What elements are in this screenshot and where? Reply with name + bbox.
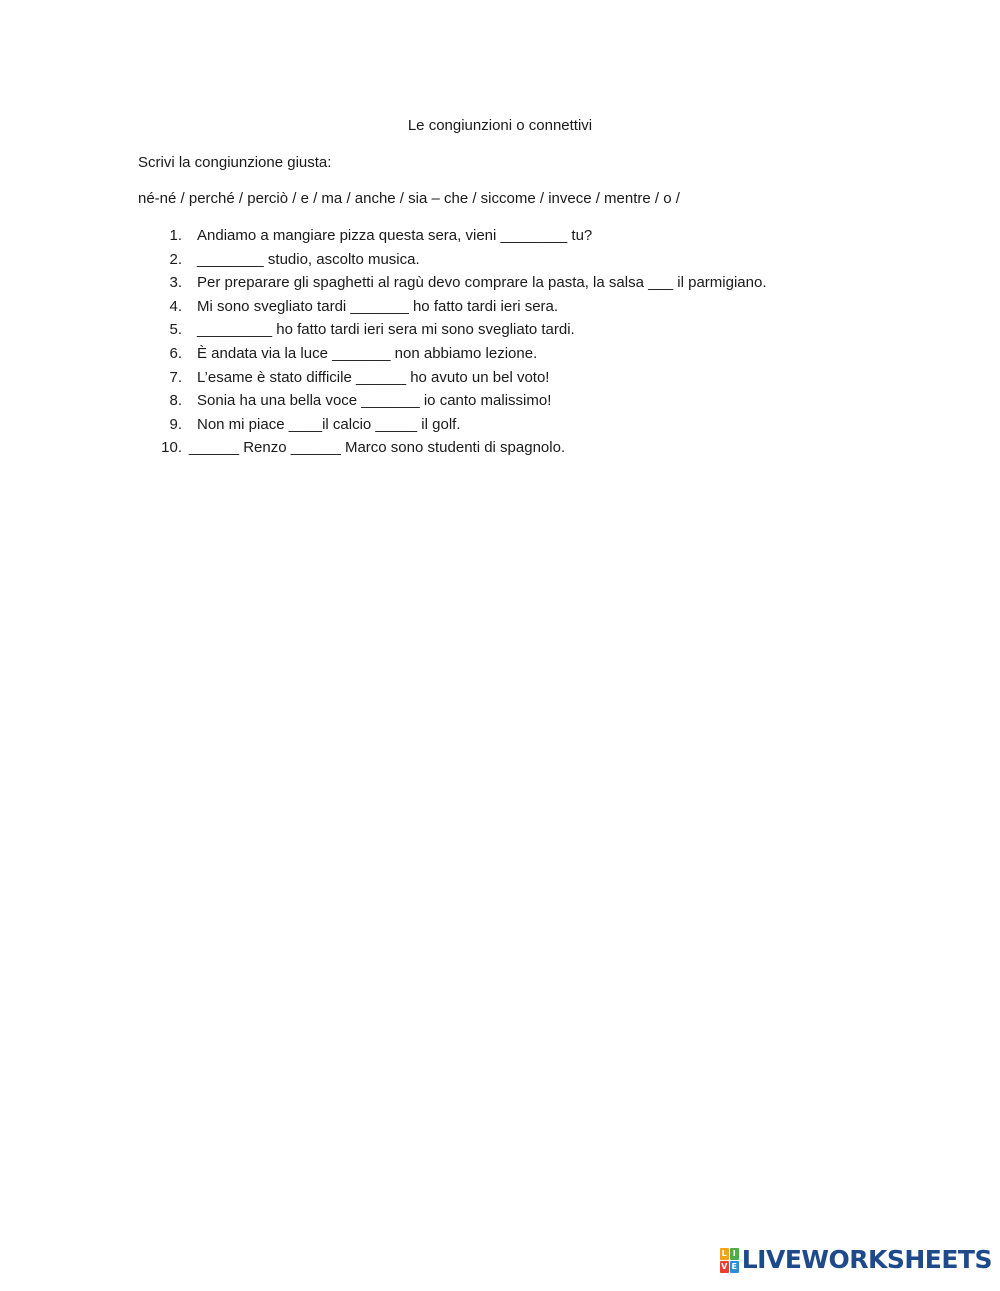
item-text: L’esame è stato difficile ______ ho avuto un bel voto! bbox=[197, 368, 550, 386]
exercise-item-2 bbox=[160, 250, 767, 274]
exercise-item-10 bbox=[160, 438, 767, 462]
item-text: Per preparare gli spaghetti al ragù devo comprare la pasta, la salsa ___ il parmigiano. bbox=[197, 274, 767, 292]
exercise-item-9 bbox=[160, 415, 767, 439]
liveworksheets-logo bbox=[720, 1247, 992, 1273]
item-text: ______ Renzo ______ Marco sono studenti di spagnolo. bbox=[189, 439, 566, 457]
logo-tile: V bbox=[721, 1261, 728, 1271]
instruction-text: Scrivi la congiunzione giusta: bbox=[138, 154, 332, 171]
item-number: 7. bbox=[169, 368, 182, 386]
item-number: 10. bbox=[161, 439, 182, 457]
item-text: ________ studio, ascolto musica. bbox=[197, 250, 420, 268]
item-text: Sonia ha una bella voce _______ io canto malissimo! bbox=[197, 392, 552, 410]
item-text: Non mi piace ____il calcio _____ il golf. bbox=[197, 415, 461, 433]
item-number: 5. bbox=[169, 321, 182, 339]
exercise-item-5 bbox=[160, 320, 767, 344]
exercise-item-6 bbox=[160, 344, 767, 368]
item-text: Andiamo a mangiare pizza questa sera, vieni ________ tu? bbox=[197, 227, 593, 244]
page-title: Le congiunzioni o connettivi bbox=[407, 117, 593, 134]
exercise-item-1 bbox=[160, 226, 767, 250]
logo-tile: L bbox=[721, 1248, 727, 1258]
exercise-item-3 bbox=[160, 273, 767, 297]
item-number: 9. bbox=[169, 415, 182, 433]
item-text: Mi sono svegliato tardi _______ ho fatto tardi ieri sera. bbox=[197, 297, 559, 315]
logo-tile: I bbox=[730, 1248, 739, 1260]
item-number: 3. bbox=[169, 274, 182, 292]
exercise-item-8 bbox=[160, 391, 767, 415]
item-number: 1. bbox=[169, 227, 182, 244]
item-number: 4. bbox=[169, 297, 182, 315]
exercise-item-7 bbox=[160, 368, 767, 392]
logo-tile: E bbox=[731, 1261, 737, 1271]
logo-text: LIVEWORKSHEETS bbox=[741, 1245, 992, 1274]
item-number: 2. bbox=[169, 250, 182, 268]
item-text: È andata via la luce _______ non abbiamo lezione. bbox=[197, 344, 538, 362]
item-text: _________ ho fatto tardi ieri sera mi sono svegliato tardi. bbox=[197, 321, 575, 339]
exercise-item-4 bbox=[160, 297, 767, 321]
word-bank: né-né / perché / perciò / e / ma / anche / sia – che / siccome / invece / mentre / o / bbox=[138, 190, 680, 207]
item-number: 6. bbox=[169, 344, 182, 362]
logo-tiles-icon bbox=[720, 1248, 739, 1273]
exercise-list bbox=[160, 226, 767, 462]
item-number: 8. bbox=[169, 392, 182, 410]
